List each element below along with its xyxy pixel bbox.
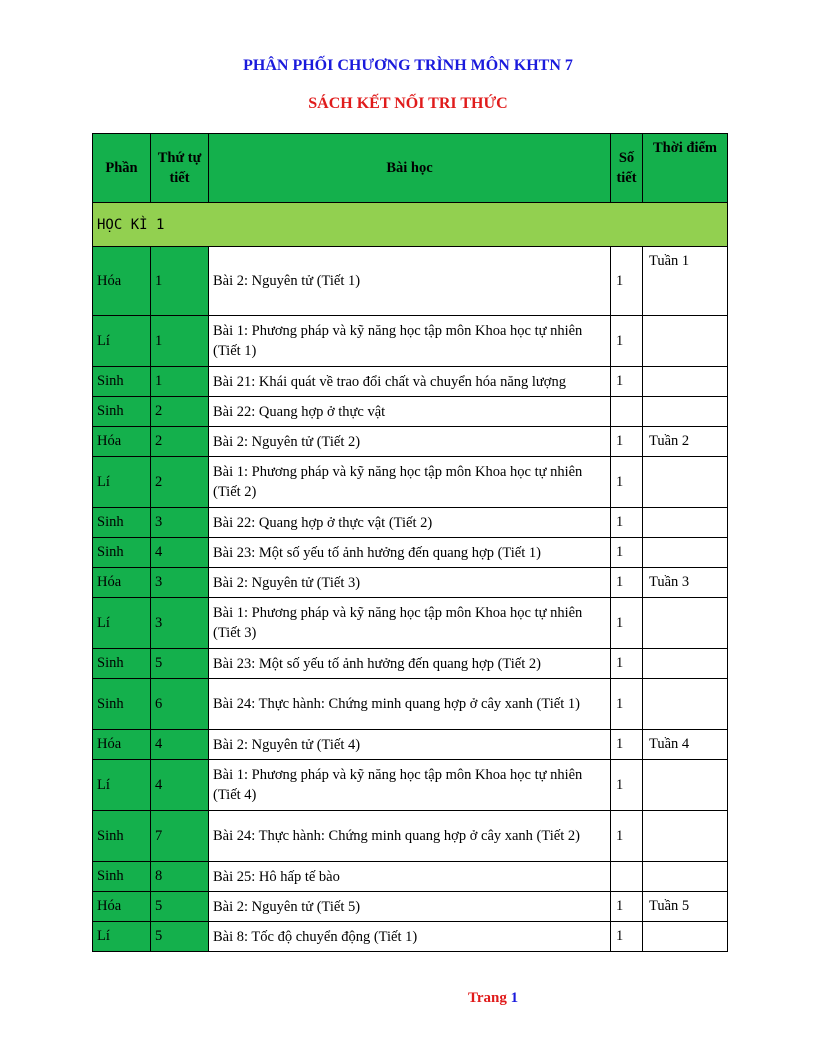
cell-week: [643, 679, 728, 730]
cell-order: 6: [151, 679, 209, 730]
cell-count: 1: [611, 316, 643, 367]
cell-order: 7: [151, 811, 209, 862]
cell-count: 1: [611, 811, 643, 862]
cell-order: 5: [151, 922, 209, 952]
curriculum-table: [92, 133, 728, 952]
cell-part: Lí: [93, 598, 151, 649]
cell-order: 1: [151, 316, 209, 367]
cell-week: Tuần 3: [643, 568, 728, 598]
cell-count: 1: [611, 568, 643, 598]
cell-part: Hóa: [93, 427, 151, 457]
table-row: [93, 679, 728, 730]
table-row: [93, 247, 728, 316]
cell-part: Hóa: [93, 730, 151, 760]
table-row: [93, 508, 728, 538]
table-row: [93, 811, 728, 862]
cell-week: [643, 922, 728, 952]
cell-count: 1: [611, 679, 643, 730]
page-subtitle: SÁCH KẾT NỐI TRI THỨC: [308, 95, 508, 112]
semester-label: HỌC KÌ 1: [93, 203, 728, 247]
semester-row: [93, 203, 728, 247]
cell-lesson: Bài 21: Khái quát về trao đổi chất và chuyển hóa năng lượng: [209, 367, 611, 397]
cell-count: 1: [611, 457, 643, 508]
cell-week: [643, 397, 728, 427]
cell-order: 3: [151, 568, 209, 598]
cell-order: 3: [151, 598, 209, 649]
cell-week: [643, 649, 728, 679]
cell-part: Lí: [93, 457, 151, 508]
cell-order: 4: [151, 760, 209, 811]
cell-lesson: Bài 23: Một số yếu tố ảnh hưởng đến quang hợp (Tiết 1): [209, 538, 611, 568]
cell-week: [643, 316, 728, 367]
footer-page-number: 1: [510, 990, 519, 1006]
cell-count: 1: [611, 247, 643, 316]
cell-lesson: Bài 2: Nguyên tử (Tiết 2): [209, 427, 611, 457]
cell-count: 1: [611, 427, 643, 457]
page-footer: [468, 990, 518, 1007]
cell-count: 1: [611, 508, 643, 538]
cell-week: [643, 862, 728, 892]
table-row: [93, 367, 728, 397]
table-row: [93, 922, 728, 952]
cell-count: 1: [611, 598, 643, 649]
cell-part: Sinh: [93, 367, 151, 397]
cell-week: Tuần 4: [643, 730, 728, 760]
cell-order: 3: [151, 508, 209, 538]
cell-order: 1: [151, 247, 209, 316]
cell-order: 1: [151, 367, 209, 397]
cell-count: 1: [611, 760, 643, 811]
page-title: PHÂN PHỐI CHƯƠNG TRÌNH MÔN KHTN 7: [243, 57, 573, 74]
cell-lesson: Bài 1: Phương pháp và kỹ năng học tập môn Khoa học tự nhiên (Tiết 3): [209, 598, 611, 649]
cell-order: 2: [151, 397, 209, 427]
cell-lesson: Bài 2: Nguyên tử (Tiết 1): [209, 247, 611, 316]
cell-order: 8: [151, 862, 209, 892]
table-row: [93, 316, 728, 367]
cell-order: 2: [151, 427, 209, 457]
table-row: [93, 538, 728, 568]
cell-part: Sinh: [93, 397, 151, 427]
cell-part: Sinh: [93, 649, 151, 679]
cell-count: 1: [611, 538, 643, 568]
cell-part: Sinh: [93, 538, 151, 568]
cell-lesson: Bài 22: Quang hợp ở thực vật (Tiết 2): [209, 508, 611, 538]
cell-lesson: Bài 1: Phương pháp và kỹ năng học tập môn Khoa học tự nhiên (Tiết 1): [209, 316, 611, 367]
cell-week: [643, 811, 728, 862]
cell-week: Tuần 2: [643, 427, 728, 457]
table-row: [93, 427, 728, 457]
cell-week: [643, 457, 728, 508]
cell-week: Tuần 1: [643, 247, 728, 316]
cell-count: 1: [611, 922, 643, 952]
footer-label: Trang: [468, 990, 507, 1006]
table-row: [93, 892, 728, 922]
cell-count: 1: [611, 649, 643, 679]
cell-week: Tuần 5: [643, 892, 728, 922]
cell-lesson: Bài 2: Nguyên tử (Tiết 5): [209, 892, 611, 922]
cell-week: [643, 367, 728, 397]
cell-part: Hóa: [93, 892, 151, 922]
cell-lesson: Bài 2: Nguyên tử (Tiết 3): [209, 568, 611, 598]
cell-order: 5: [151, 649, 209, 679]
cell-part: Lí: [93, 922, 151, 952]
table-row: [93, 457, 728, 508]
cell-order: 4: [151, 730, 209, 760]
header-order: Thứ tự tiết: [151, 134, 209, 203]
cell-lesson: Bài 1: Phương pháp và kỹ năng học tập môn Khoa học tự nhiên (Tiết 4): [209, 760, 611, 811]
cell-week: [643, 760, 728, 811]
cell-count: 1: [611, 730, 643, 760]
cell-count: [611, 862, 643, 892]
table-row: [93, 397, 728, 427]
table-row: [93, 568, 728, 598]
header-part: Phần: [93, 134, 151, 203]
table-header-row: [93, 134, 728, 203]
cell-count: 1: [611, 892, 643, 922]
cell-part: Sinh: [93, 862, 151, 892]
cell-week: [643, 508, 728, 538]
cell-part: Lí: [93, 316, 151, 367]
table-row: [93, 760, 728, 811]
cell-lesson: Bài 1: Phương pháp và kỹ năng học tập môn Khoa học tự nhiên (Tiết 2): [209, 457, 611, 508]
cell-part: Sinh: [93, 508, 151, 538]
cell-part: Hóa: [93, 568, 151, 598]
cell-order: 2: [151, 457, 209, 508]
cell-part: Sinh: [93, 811, 151, 862]
table-row: [93, 598, 728, 649]
header-lesson: Bài học: [209, 134, 611, 203]
cell-count: [611, 397, 643, 427]
cell-part: Lí: [93, 760, 151, 811]
cell-lesson: Bài 22: Quang hợp ở thực vật: [209, 397, 611, 427]
cell-order: 4: [151, 538, 209, 568]
cell-count: 1: [611, 367, 643, 397]
header-time: Thời điểm: [643, 134, 728, 203]
cell-part: Hóa: [93, 247, 151, 316]
cell-order: 5: [151, 892, 209, 922]
cell-week: [643, 598, 728, 649]
table-row: [93, 730, 728, 760]
cell-week: [643, 538, 728, 568]
cell-lesson: Bài 25: Hô hấp tế bào: [209, 862, 611, 892]
cell-lesson: Bài 8: Tốc độ chuyển động (Tiết 1): [209, 922, 611, 952]
table-row: [93, 862, 728, 892]
cell-part: Sinh: [93, 679, 151, 730]
cell-lesson: Bài 23: Một số yếu tố ảnh hưởng đến quang hợp (Tiết 2): [209, 649, 611, 679]
header-count: Số tiết: [611, 134, 643, 203]
table-row: [93, 649, 728, 679]
cell-lesson: Bài 24: Thực hành: Chứng minh quang hợp ở cây xanh (Tiết 1): [209, 679, 611, 730]
cell-lesson: Bài 2: Nguyên tử (Tiết 4): [209, 730, 611, 760]
cell-lesson: Bài 24: Thực hành: Chứng minh quang hợp ở cây xanh (Tiết 2): [209, 811, 611, 862]
